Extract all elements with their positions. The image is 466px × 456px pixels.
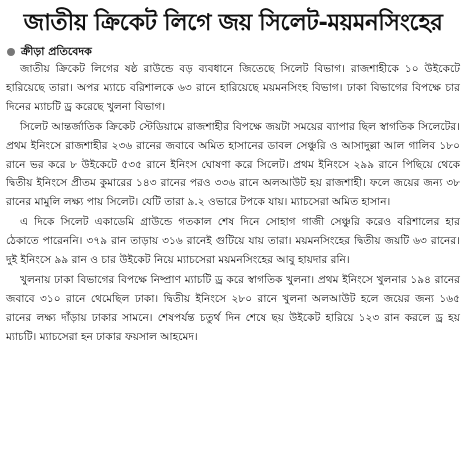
news-article — [6, 4, 460, 452]
paragraph-4: খুলনায় ঢাকা বিভাগের বিপক্ষে নিষ্প্রাণ ম্যাচটি ড্র করে স্বাগতিক খুলনা। প্রথম ইনিংসে খুলনার ১৯৪ রানের জবাবে ৩১০ রানে থেমেছিল ঢাকা। দ্বিতীয় ইনিংসে ২৮০ রানে খুলনা অলআউট হলে জয়ের জন্য ১৬৫ রানের লক্ষ্য দাঁড়ায় ঢাকার সামনে। শেষপর্যন্ত চতুর্থ দিন শেষে ছয় উইকেট হারিয়ে ১২৩ রান করলে ড্র হয় ম্যাচটি। ম্যাচসেরা হন ঢাকার ফয়সাল আহমেদ। — [6, 273, 460, 343]
headline: জাতীয় ক্রিকেট লিগে জয় সিলেট-ময়মনসিংহের — [23, 10, 443, 36]
bullet-icon — [7, 48, 15, 56]
paragraph-2: সিলেট আন্তর্জাতিক ক্রিকেট স্টেডিয়ামে রাজশাহীর বিপক্ষে জয়টা সময়ের ব্যাপার ছিল স্বাগতিক সিলেটের। প্রথম ইনিংসে রাজশাহীর ২৩৬ রানের জবাবে অমিত হাসানের ডাবল সেঞ্চুরি ও আসাদুল্লা আল গালিব ১৮০ রানে ভর করে ৮ উইকেটে ৫৩৫ রানে ইনিংস ঘোষণা করে সিলেট। প্রথম ইনিংসে ২৯৯ রানে পিছিয়ে থেকে দ্বিতীয় ইনিংসে প্রীতম কুমারের ১৪৩ রানের পরও ৩৩৬ রানে অলআউট হয় রাজশাহী। ফলে জয়ের জন্য ৩৮ রানের মামুলি লক্ষ্য পায় সিলেট। যেটি তারা ৯.২ ওভারে টপকে যায়। ম্যাচসেরা অমিত হাসান। — [6, 120, 461, 209]
byline-text: ক্রীড়া প্রতিবেদক — [21, 45, 92, 58]
byline — [6, 44, 460, 60]
paragraph-1: জাতীয় ক্রিকেট লিগের ষষ্ঠ রাউন্ডে বড় ব্যবধানে জিতেছে সিলেট বিভাগ। রাজশাহীকে ১০ উইকেটে হারিয়েছে তারা। অপর ম্যাচে বরিশালকে ৬৩ রানে হারিয়েছে ময়মনসিংহ বিভাগ। ঢাকা বিভাগের বিপক্ষে চার দিনের ম্যাচটি ড্র করেছে খুলনা বিভাগ। — [6, 63, 460, 113]
paragraph-3: এ দিকে সিলেট একাডেমি গ্রাউন্ডে গতকাল শেষ দিনে সোহাগ গাজী সেঞ্চুরি করেও বরিশালের হার ঠেকাতে পারেননি। ৩৭৯ রান তাড়ায় ৩১৬ রানেই গুটিয়ে যায় তারা। ময়মনসিংহের দ্বিতীয় জয়টি ৬৩ রানের। দুই ইনিংসে ৯৯ রান ও চার উইকেট নিয়ে ম্যাচসেরা ময়মনসিংহের আবু হায়দার রনি। — [6, 216, 460, 267]
